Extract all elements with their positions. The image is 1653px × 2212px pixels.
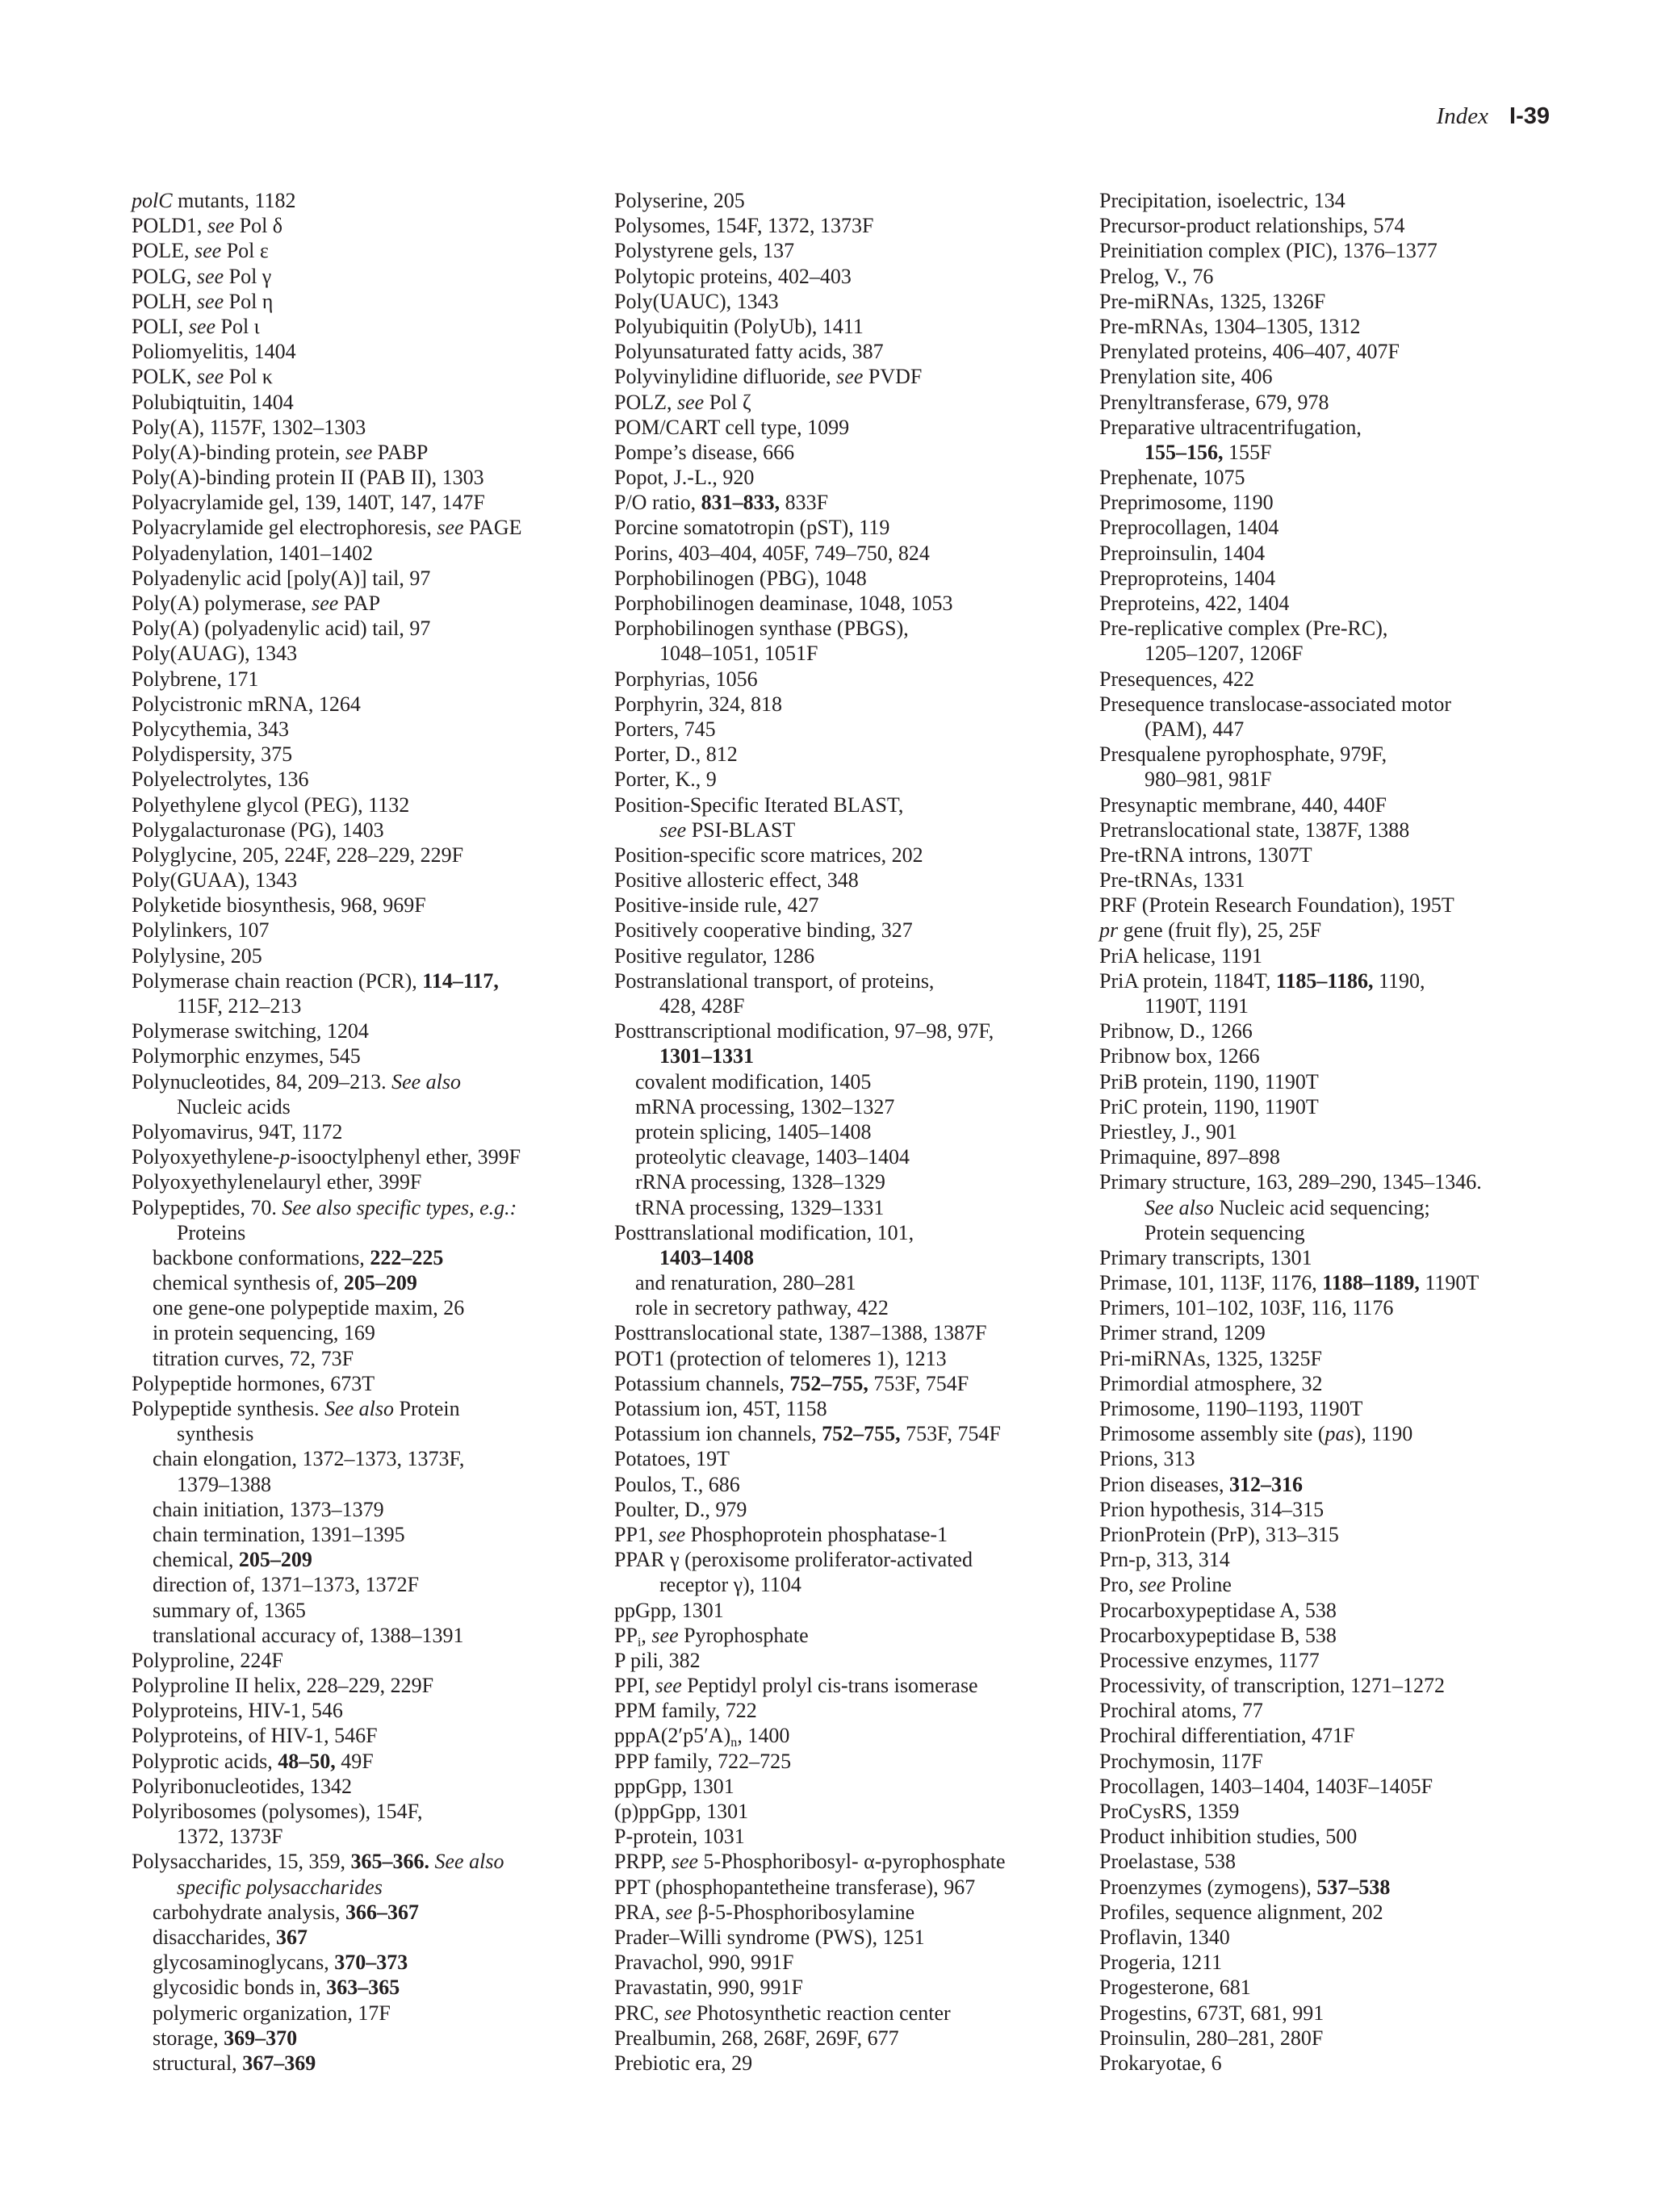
index-entry: Preproteins, 422, 1404 bbox=[1099, 592, 1290, 615]
index-entry: Poly(A), 1157F, 1302–1303 bbox=[132, 415, 366, 439]
index-entry: POLK, see Pol κ bbox=[132, 365, 273, 389]
index-entry: PRF (Protein Research Foundation), 195T bbox=[1099, 893, 1454, 918]
index-entry: Proenzymes (zymogens), 537–538 bbox=[1099, 1875, 1391, 1899]
index-subentry: titration curves, 72, 73F bbox=[153, 1346, 354, 1370]
index-entry: Polystyrene gels, 137 bbox=[614, 239, 795, 263]
index-entry: Prader–Willi syndrome (PWS), 1251 bbox=[614, 1925, 925, 1949]
index-entry: Prochymosin, 117F bbox=[1099, 1749, 1263, 1773]
index-entry: Pre-mRNAs, 1304–1305, 1312 bbox=[1099, 314, 1361, 338]
index-entry: Prenylated proteins, 406–407, 407F bbox=[1099, 340, 1400, 364]
index-entry: Poliomyelitis, 1404 bbox=[132, 340, 296, 364]
index-subentry: chain elongation, 1372–1373, 1373F, bbox=[153, 1447, 465, 1471]
index-entry: Pribnow box, 1266 bbox=[1099, 1044, 1260, 1068]
index-entry: Proflavin, 1340 bbox=[1099, 1925, 1230, 1949]
index-entry: Poly(AUAG), 1343 bbox=[132, 642, 298, 666]
index-entry-continuation: 1301–1331 bbox=[659, 1044, 754, 1068]
index-entry: Prochiral differentiation, 471F bbox=[1099, 1724, 1355, 1748]
index-entry-continuation: 115F, 212–213 bbox=[177, 994, 302, 1018]
index-entry: PP1, see Phosphoprotein phosphatase-1 bbox=[614, 1522, 948, 1546]
index-entry: Polyoxyethylenelauryl ether, 399F bbox=[132, 1170, 422, 1194]
index-entry: Polyunsaturated fatty acids, 387 bbox=[614, 340, 884, 364]
index-entry: Prions, 313 bbox=[1099, 1447, 1195, 1471]
index-entry-continuation: 1190T, 1191 bbox=[1145, 994, 1249, 1018]
index-entry: Polyacrylamide gel electrophoresis, see PAGE bbox=[132, 516, 522, 540]
index-entry: Polyoxyethylene-p-isooctylphenyl ether, 399F bbox=[132, 1145, 521, 1169]
index-entry: Positive-inside rule, 427 bbox=[614, 893, 819, 918]
index-entry: Porphobilinogen synthase (PBGS), bbox=[614, 617, 909, 641]
index-entry: Positive regulator, 1286 bbox=[614, 943, 815, 968]
index-entry: Poulos, T., 686 bbox=[614, 1472, 740, 1496]
index-column-1 bbox=[132, 188, 600, 2076]
index-entry: Positive allosteric effect, 348 bbox=[614, 868, 859, 893]
index-entry: Positively cooperative binding, 327 bbox=[614, 918, 913, 943]
index-entry: POLG, see Pol γ bbox=[132, 264, 272, 288]
index-entry: Porins, 403–404, 405F, 749–750, 824 bbox=[614, 541, 930, 565]
index-entry: Polyproteins, of HIV-1, 546F bbox=[132, 1724, 378, 1748]
index-subentry: direction of, 1371–1373, 1372F bbox=[153, 1573, 420, 1597]
index-entry-continuation: Nucleic acids bbox=[177, 1094, 291, 1119]
index-entry: Polyvinylidine difluoride, see PVDF bbox=[614, 365, 923, 389]
index-entry: Polycythemia, 343 bbox=[132, 717, 289, 741]
index-entry: POLZ, see Pol ζ bbox=[614, 390, 751, 414]
index-entry: Poly(UAUC), 1343 bbox=[614, 289, 779, 313]
index-entry: Polybrene, 171 bbox=[132, 667, 259, 691]
index-entry: Potassium ion, 45T, 1158 bbox=[614, 1397, 827, 1420]
index-entry: Prephenate, 1075 bbox=[1099, 466, 1245, 490]
index-entry: P-protein, 1031 bbox=[614, 1825, 745, 1849]
index-subentry: proteolytic cleavage, 1403–1404 bbox=[635, 1145, 910, 1169]
index-subentry: backbone conformations, 222–225 bbox=[153, 1245, 444, 1269]
index-entry: pr gene (fruit fly), 25, 25F bbox=[1099, 918, 1322, 943]
index-entry: Polyelectrolytes, 136 bbox=[132, 767, 309, 792]
index-entry: Processivity, of transcription, 1271–1272 bbox=[1099, 1674, 1445, 1698]
index-entry: Polypeptide synthesis. See also Protein bbox=[132, 1397, 460, 1420]
index-subentry: structural, 367–369 bbox=[153, 2051, 316, 2075]
index-entry: Polypeptides, 70. See also specific types, e.g.: bbox=[132, 1195, 517, 1219]
index-entry-continuation: synthesis bbox=[177, 1422, 254, 1446]
index-entry: Pribnow, D., 1266 bbox=[1099, 1019, 1253, 1043]
index-entry: Pre-replicative complex (Pre-RC), bbox=[1099, 617, 1388, 641]
index-entry: Porphyrias, 1056 bbox=[614, 667, 758, 691]
index-entry-continuation: 1048–1051, 1051F bbox=[659, 642, 818, 666]
index-entry: Prokaryotae, 6 bbox=[1099, 2051, 1222, 2075]
index-entry: Progestins, 673T, 681, 991 bbox=[1099, 2001, 1324, 2025]
index-entry: Preproinsulin, 1404 bbox=[1099, 541, 1266, 565]
index-entry: Proinsulin, 280–281, 280F bbox=[1099, 2026, 1324, 2050]
index-entry: Processive enzymes, 1177 bbox=[1099, 1648, 1320, 1672]
index-entry: Primordial atmosphere, 32 bbox=[1099, 1371, 1323, 1395]
index-entry: Posttranscriptional modification, 97–98, 97F, bbox=[614, 1019, 994, 1043]
index-entry: Popot, J.-L., 920 bbox=[614, 466, 755, 490]
index-entry: PPM family, 722 bbox=[614, 1699, 757, 1723]
index-entry: Polylysine, 205 bbox=[132, 943, 262, 968]
index-entry: Polyacrylamide gel, 139, 140T, 147, 147F bbox=[132, 491, 485, 515]
index-entry: $pppA(2'p5'A)_n$, 1400 bbox=[614, 1724, 790, 1750]
index-entry: PPT (phosphopantetheine transferase), 967 bbox=[614, 1875, 976, 1899]
index-entry: Polyketide biosynthesis, 968, 969F bbox=[132, 893, 426, 918]
index-entry: Poulter, D., 979 bbox=[614, 1497, 747, 1521]
index-entry: ppGpp, 1301 bbox=[614, 1598, 724, 1622]
index-entry: POT1 (protection of telomeres 1), 1213 bbox=[614, 1346, 947, 1370]
index-entry: Prebiotic era, 29 bbox=[614, 2051, 753, 2075]
index-entry: (p)ppGpp, 1301 bbox=[614, 1800, 749, 1823]
index-entry: Prenylation site, 406 bbox=[1099, 365, 1273, 389]
index-entry: Position-specific score matrices, 202 bbox=[614, 843, 923, 867]
index-entry: Primaquine, 897–898 bbox=[1099, 1145, 1280, 1169]
index-entry: $PP_i$, see Pyrophosphate bbox=[614, 1623, 809, 1650]
index-entry-continuation: 1205–1207, 1206F bbox=[1145, 642, 1304, 666]
index-subentry: chain termination, 1391–1395 bbox=[153, 1522, 405, 1546]
index-entry: Prochiral atoms, 77 bbox=[1099, 1699, 1263, 1723]
index-subentry: rRNA processing, 1328–1329 bbox=[635, 1170, 885, 1194]
index-subentry: protein splicing, 1405–1408 bbox=[635, 1119, 872, 1144]
index-subentry: chemical, 205–209 bbox=[153, 1548, 312, 1572]
index-entry: Presequence translocase-associated motor bbox=[1099, 692, 1452, 716]
index-column-2 bbox=[614, 188, 1082, 2076]
index-entry: Pravachol, 990, 991F bbox=[614, 1951, 794, 1975]
index-subentry: glycosaminoglycans, 370–373 bbox=[153, 1951, 408, 1975]
index-entry: Pre-tRNA introns, 1307T bbox=[1099, 843, 1312, 867]
index-entry: Preinitiation complex (PIC), 1376–1377 bbox=[1099, 239, 1437, 263]
index-entry-continuation: 1403–1408 bbox=[659, 1245, 754, 1269]
index-entry: Pretranslocational state, 1387F, 1388 bbox=[1099, 817, 1410, 842]
index-entry: PriB protein, 1190, 1190T bbox=[1099, 1069, 1319, 1093]
index-entry: POM/CART cell type, 1099 bbox=[614, 415, 850, 439]
index-entry: Procarboxypeptidase A, 538 bbox=[1099, 1598, 1337, 1622]
index-entry: Pompe’s disease, 666 bbox=[614, 440, 795, 464]
index-entry: Polymorphic enzymes, 545 bbox=[132, 1044, 361, 1068]
index-entry: POLD1, see Pol δ bbox=[132, 214, 283, 238]
index-entry-continuation: 1379–1388 bbox=[177, 1472, 271, 1496]
index-entry: Prealbumin, 268, 268F, 269F, 677 bbox=[614, 2026, 899, 2050]
index-column-3 bbox=[1099, 188, 1567, 2076]
index-entry: Polydispersity, 375 bbox=[132, 742, 293, 767]
index-entry: Polysomes, 154F, 1372, 1373F bbox=[614, 214, 874, 238]
index-entry: Postranslational transport, of proteins, bbox=[614, 968, 935, 993]
index-entry: Porter, D., 812 bbox=[614, 742, 738, 767]
index-entry-continuation: 1372, 1373F bbox=[177, 1825, 283, 1849]
index-entry: Polyribonucleotides, 1342 bbox=[132, 1774, 352, 1798]
index-subentry: glycosidic bonds in, 363–365 bbox=[153, 1976, 400, 2000]
index-entry: Primary transcripts, 1301 bbox=[1099, 1245, 1312, 1269]
index-entry: Polygalacturonase (PG), 1403 bbox=[132, 817, 384, 842]
index-entry: Primosome assembly site (pas), 1190 bbox=[1099, 1422, 1413, 1446]
index-subentry: mRNA processing, 1302–1327 bbox=[635, 1094, 895, 1119]
index-subentry: covalent modification, 1405 bbox=[635, 1069, 872, 1093]
running-header bbox=[1437, 100, 1550, 132]
index-entry: PriC protein, 1190, 1190T bbox=[1099, 1094, 1319, 1119]
index-entry: Progesterone, 681 bbox=[1099, 1976, 1251, 2000]
index-entry: Poly(GUAA), 1343 bbox=[132, 868, 298, 893]
index-entry: Position-Specific Iterated BLAST, bbox=[614, 792, 904, 817]
index-entry: Polyadenylation, 1401–1402 bbox=[132, 541, 373, 565]
index-entry: Polylinkers, 107 bbox=[132, 918, 270, 943]
index-entry: Primase, 101, 113F, 1176, 1188–1189, 1190T bbox=[1099, 1271, 1479, 1295]
index-entry: Polyomavirus, 94T, 1172 bbox=[132, 1119, 343, 1144]
index-entry: PriA protein, 1184T, 1185–1186, 1190, bbox=[1099, 968, 1425, 993]
index-entry: Porter, K., 9 bbox=[614, 767, 717, 792]
index-entry: Porphobilinogen deaminase, 1048, 1053 bbox=[614, 592, 953, 615]
index-entry: Polysaccharides, 15, 359, 365–366. See also bbox=[132, 1850, 504, 1874]
index-entry: Porters, 745 bbox=[614, 717, 716, 741]
index-entry: Progeria, 1211 bbox=[1099, 1951, 1223, 1975]
index-entry: Prion hypothesis, 314–315 bbox=[1099, 1497, 1324, 1521]
index-entry-continuation: specific polysaccharides bbox=[177, 1875, 383, 1899]
index-entry: Polypeptide hormones, 673T bbox=[132, 1371, 375, 1395]
index-entry: Presequences, 422 bbox=[1099, 667, 1255, 691]
index-entry-continuation: (PAM), 447 bbox=[1145, 717, 1245, 741]
index-entry: polC mutants, 1182 bbox=[132, 189, 296, 212]
index-entry: Polyadenylic acid [poly(A)] tail, 97 bbox=[132, 566, 431, 590]
index-entry: Pre-tRNAs, 1331 bbox=[1099, 868, 1245, 893]
index-entry: Preparative ultracentrifugation, bbox=[1099, 415, 1362, 439]
index-entry: Polynucleotides, 84, 209–213. See also bbox=[132, 1069, 462, 1093]
index-entry: Polyglycine, 205, 224F, 228–229, 229F bbox=[132, 843, 464, 867]
index-entry: Priestley, J., 901 bbox=[1099, 1119, 1237, 1144]
index-entry: Poly(A)-binding protein, see PABP bbox=[132, 440, 429, 464]
index-subentry: chemical synthesis of, 205–209 bbox=[153, 1271, 417, 1295]
index-entry: Polyubiquitin (PolyUb), 1411 bbox=[614, 314, 864, 338]
index-entry: Potatoes, 19T bbox=[614, 1447, 730, 1471]
index-subentry: polymeric organization, 17F bbox=[153, 2001, 391, 2025]
index-entry: PRA, see β-5-Phosphoribosylamine bbox=[614, 1900, 915, 1924]
index-subentry: and renaturation, 280–281 bbox=[635, 1271, 856, 1295]
index-entry-continuation: receptor γ), 1104 bbox=[659, 1573, 801, 1597]
index-entry: Polycistronic mRNA, 1264 bbox=[132, 692, 361, 716]
index-entry: Polyprotic acids, 48–50, 49F bbox=[132, 1749, 374, 1773]
index-entry: Primers, 101–102, 103F, 116, 1176 bbox=[1099, 1296, 1394, 1320]
index-entry: PrionProtein (PrP), 313–315 bbox=[1099, 1522, 1339, 1546]
index-entry: Polytopic proteins, 402–403 bbox=[614, 264, 852, 288]
index-entry: Presynaptic membrane, 440, 440F bbox=[1099, 792, 1387, 817]
index-entry: ProCysRS, 1359 bbox=[1099, 1800, 1240, 1823]
index-subentry: in protein sequencing, 169 bbox=[153, 1321, 375, 1345]
index-entry: Polyproline II helix, 228–229, 229F bbox=[132, 1674, 434, 1698]
index-entry: Preproproteins, 1404 bbox=[1099, 566, 1276, 590]
page-number: I-39 bbox=[1509, 103, 1550, 129]
index-entry: Potassium ion channels, 752–755, 753F, 754F bbox=[614, 1422, 1001, 1446]
index-entry-continuation: Protein sequencing bbox=[1145, 1220, 1305, 1244]
index-entry: pppGpp, 1301 bbox=[614, 1774, 734, 1798]
index-entry: PPP family, 722–725 bbox=[614, 1749, 792, 1773]
index-entry: Precipitation, isoelectric, 134 bbox=[1099, 189, 1345, 212]
index-entry: Prenyltransferase, 679, 978 bbox=[1099, 390, 1329, 414]
index-entry: Primosome, 1190–1193, 1190T bbox=[1099, 1397, 1363, 1420]
index-entry: Porphyrin, 324, 818 bbox=[614, 692, 782, 716]
index-entry: Posttranslocational state, 1387–1388, 1387F bbox=[614, 1321, 987, 1345]
index-entry: PRPP, see 5-Phosphoribosyl- α-pyrophosphate bbox=[614, 1850, 1006, 1874]
index-entry: PRC, see Photosynthetic reaction center bbox=[614, 2001, 951, 2025]
index-entry: Porphobilinogen (PBG), 1048 bbox=[614, 566, 867, 590]
index-entry-continuation: See also Nucleic acid sequencing; bbox=[1145, 1195, 1430, 1219]
index-entry-continuation: 155–156, 155F bbox=[1145, 440, 1272, 464]
index-entry: Porcine somatotropin (pST), 119 bbox=[614, 516, 890, 540]
index-entry: Procollagen, 1403–1404, 1403F–1405F bbox=[1099, 1774, 1433, 1798]
index-entry: Potassium channels, 752–755, 753F, 754F bbox=[614, 1371, 969, 1395]
index-entry: Pro, see Proline bbox=[1099, 1573, 1232, 1597]
index-subentry: translational accuracy of, 1388–1391 bbox=[153, 1623, 464, 1647]
index-entry: PPI, see Peptidyl prolyl cis-trans isomerase bbox=[614, 1674, 978, 1698]
index-entry: Polymerase chain reaction (PCR), 114–117, bbox=[132, 968, 499, 993]
index-entry: Polubiqtuitin, 1404 bbox=[132, 390, 294, 414]
index-entry: Product inhibition studies, 500 bbox=[1099, 1825, 1358, 1849]
index-entry: Primary structure, 163, 289–290, 1345–1346. bbox=[1099, 1170, 1482, 1194]
index-entry: P pili, 382 bbox=[614, 1648, 701, 1672]
index-entry: P/O ratio, 831–833, 833F bbox=[614, 491, 829, 515]
index-entry: Preprocollagen, 1404 bbox=[1099, 516, 1279, 540]
index-entry: Profiles, sequence alignment, 202 bbox=[1099, 1900, 1383, 1924]
index-entry: Polyserine, 205 bbox=[614, 189, 745, 212]
header-title: Index bbox=[1436, 103, 1489, 129]
index-entry: PriA helicase, 1191 bbox=[1099, 943, 1262, 968]
index-entry: Pravastatin, 990, 991F bbox=[614, 1976, 803, 2000]
index-entry: Poly(A) (polyadenylic acid) tail, 97 bbox=[132, 617, 431, 641]
index-entry: Proelastase, 538 bbox=[1099, 1850, 1236, 1874]
index-entry: Polymerase switching, 1204 bbox=[132, 1019, 369, 1043]
index-entry-continuation: 980–981, 981F bbox=[1145, 767, 1272, 792]
index-entry: Polyribosomes (polysomes), 154F, bbox=[132, 1800, 423, 1823]
index-subentry: one gene-one polypeptide maxim, 26 bbox=[153, 1296, 465, 1320]
index-entry: Prelog, V., 76 bbox=[1099, 264, 1214, 288]
index-entry: Poly(A) polymerase, see PAP bbox=[132, 592, 381, 615]
index-entry: Preprimosome, 1190 bbox=[1099, 491, 1274, 515]
index-entry-continuation: see PSI-BLAST bbox=[659, 817, 796, 842]
index-entry: POLH, see Pol η bbox=[132, 289, 274, 313]
index-entry: Polyethylene glycol (PEG), 1132 bbox=[132, 792, 410, 817]
index-entry: Prn-p, 313, 314 bbox=[1099, 1548, 1230, 1572]
index-entry: Poly(A)-binding protein II (PAB II), 1303 bbox=[132, 466, 484, 490]
index-entry: PPAR γ (peroxisome proliferator-activated bbox=[614, 1548, 973, 1572]
index-entry: Precursor-product relationships, 574 bbox=[1099, 214, 1405, 238]
index-entry-continuation: Proteins bbox=[177, 1220, 246, 1244]
index-subentry: tRNA processing, 1329–1331 bbox=[635, 1195, 885, 1219]
index-entry: Posttranslational modification, 101, bbox=[614, 1220, 914, 1244]
index-subentry: summary of, 1365 bbox=[153, 1598, 306, 1622]
index-entry: Procarboxypeptidase B, 538 bbox=[1099, 1623, 1337, 1647]
index-entry: Pri-miRNAs, 1325, 1325F bbox=[1099, 1346, 1322, 1370]
index-entry: Presqualene pyrophosphate, 979F, bbox=[1099, 742, 1387, 767]
index-entry: Pre-miRNAs, 1325, 1326F bbox=[1099, 289, 1326, 313]
index-entry: Polyproteins, HIV-1, 546 bbox=[132, 1699, 343, 1723]
index-subentry: storage, 369–370 bbox=[153, 2026, 298, 2050]
index-entry: Primer strand, 1209 bbox=[1099, 1321, 1266, 1345]
index-subentry: chain initiation, 1373–1379 bbox=[153, 1497, 384, 1521]
index-entry: Prion diseases, 312–316 bbox=[1099, 1472, 1304, 1496]
index-entry: Polyproline, 224F bbox=[132, 1648, 283, 1672]
index-subentry: carbohydrate analysis, 366–367 bbox=[153, 1900, 419, 1924]
index-subentry: disaccharides, 367 bbox=[153, 1925, 308, 1949]
index-subentry: role in secretory pathway, 422 bbox=[635, 1296, 889, 1320]
index-entry: POLI, see Pol ι bbox=[132, 314, 260, 338]
index-entry-continuation: 428, 428F bbox=[659, 994, 745, 1018]
index-entry: POLE, see Pol ε bbox=[132, 239, 269, 263]
